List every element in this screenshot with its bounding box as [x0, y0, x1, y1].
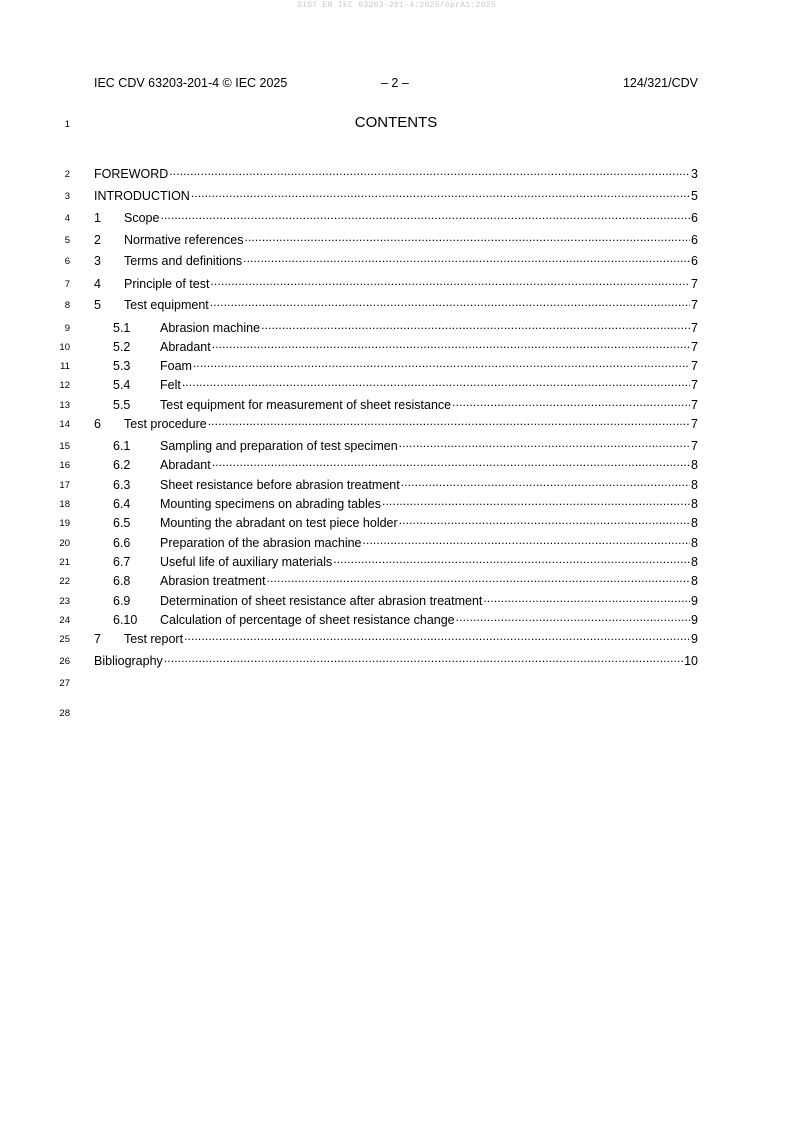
page-header — [94, 76, 698, 92]
toc-leader-dots — [363, 535, 691, 547]
toc-leader-dots — [208, 416, 690, 428]
toc-entry-number: 5.1 — [113, 321, 131, 335]
line-number: 19 — [59, 518, 70, 529]
line-number: 9 — [64, 323, 70, 334]
line-number: 7 — [64, 279, 70, 290]
toc-entry-title: INTRODUCTION — [94, 189, 190, 203]
line-number: 22 — [59, 576, 70, 587]
line-number: 8 — [64, 300, 70, 311]
line-number: 26 — [59, 656, 70, 667]
toc-leader-dots — [456, 612, 690, 624]
toc-entry-number: 2 — [94, 233, 101, 247]
line-number: 12 — [59, 380, 70, 391]
toc-entry[interactable] — [94, 377, 698, 393]
toc-leader-dots — [267, 573, 690, 585]
line-number: 5 — [64, 235, 70, 246]
toc-entry-page: 7 — [691, 378, 698, 392]
header-reference: 124/321/CDV — [622, 76, 698, 90]
toc-entry-number: 6.10 — [113, 613, 138, 627]
toc-entry-title: Abradant — [160, 340, 211, 354]
toc-leader-dots — [399, 515, 690, 527]
line-number: 27 — [59, 678, 70, 689]
toc-leader-dots — [382, 496, 690, 508]
toc-entry-page: 8 — [691, 516, 698, 530]
line-number: 14 — [59, 419, 70, 430]
toc-entry-page: 8 — [691, 574, 698, 588]
toc-entry-title: FOREWORD — [94, 167, 169, 181]
toc-entry-page: 6 — [691, 254, 698, 268]
toc-entry-title: Test equipment for measurement of sheet resistance — [160, 398, 452, 412]
line-number: 2 — [64, 169, 70, 180]
toc-entry-page: 7 — [691, 359, 698, 373]
toc-entry-title: Useful life of auxiliary materials — [160, 555, 333, 569]
toc-entry-page: 3 — [691, 167, 698, 181]
toc-entry[interactable] — [94, 496, 698, 512]
toc-entry-page: 8 — [691, 536, 698, 550]
toc-entry-page: 7 — [691, 417, 698, 431]
toc-entry-title: Sheet resistance before abrasion treatment — [160, 478, 400, 492]
toc-entry-number: 6.8 — [113, 574, 131, 588]
toc-leader-dots — [243, 253, 690, 265]
toc-entry[interactable] — [94, 188, 698, 204]
toc-entry[interactable] — [94, 166, 698, 182]
line-number: 1 — [64, 119, 70, 130]
toc-entry-number: 5.4 — [113, 378, 131, 392]
toc-entry[interactable] — [94, 416, 698, 432]
toc-entry[interactable] — [94, 339, 698, 355]
toc-leader-dots — [261, 320, 690, 332]
toc-entry-number: 6.9 — [113, 594, 131, 608]
toc-entry-page: 7 — [691, 398, 698, 412]
toc-leader-dots — [184, 631, 690, 643]
toc-entry-title: Test procedure — [124, 417, 207, 431]
line-number: 17 — [59, 480, 70, 491]
toc-entry[interactable] — [94, 554, 698, 570]
toc-entry-page: 7 — [691, 298, 698, 312]
toc-entry[interactable] — [94, 535, 698, 551]
toc-entry-title: Bibliography — [94, 654, 163, 668]
toc-entry-page: 8 — [691, 497, 698, 511]
toc-entry-page: 9 — [691, 594, 698, 608]
toc-entry[interactable] — [94, 653, 698, 669]
toc-entry-number: 5.2 — [113, 340, 131, 354]
toc-entry-title: Calculation of percentage of sheet resistance change — [160, 613, 455, 627]
toc-entry-number: 6.6 — [113, 536, 131, 550]
toc-entry-title: Test equipment — [124, 298, 209, 312]
toc-leader-dots — [182, 377, 690, 389]
toc-entry-title: Abradant — [160, 458, 211, 472]
line-number: 15 — [59, 441, 70, 452]
line-number: 28 — [59, 708, 70, 719]
toc-entry-page: 7 — [691, 340, 698, 354]
line-number: 20 — [59, 538, 70, 549]
toc-entry-page: 7 — [691, 321, 698, 335]
toc-entry-title: Terms and definitions — [124, 254, 243, 268]
line-number: 11 — [60, 361, 70, 372]
toc-entry[interactable] — [94, 397, 698, 413]
toc-leader-dots — [212, 457, 690, 469]
toc-entry-title: Principle of test — [124, 277, 210, 291]
toc-entry[interactable] — [94, 477, 698, 493]
toc-entry[interactable] — [94, 297, 698, 313]
line-number: 10 — [59, 342, 70, 353]
line-number: 6 — [64, 256, 70, 267]
header-document-id: IEC CDV 63203-201-4 © IEC 2025 — [94, 76, 288, 90]
toc-entry-page: 8 — [691, 478, 698, 492]
toc-entry-title: Felt — [160, 378, 181, 392]
toc-entry[interactable] — [94, 457, 698, 473]
toc-entry-number: 7 — [94, 632, 101, 646]
toc-leader-dots — [193, 358, 690, 370]
line-number: 4 — [64, 213, 70, 224]
toc-entry-number: 6.4 — [113, 497, 131, 511]
toc-entry-page: 8 — [691, 458, 698, 472]
toc-entry-page: 6 — [691, 233, 698, 247]
toc-entry[interactable] — [94, 593, 698, 609]
toc-entry-page: 5 — [691, 189, 698, 203]
toc-entry-page: 7 — [691, 439, 698, 453]
line-number: 13 — [59, 400, 70, 411]
toc-entry-number: 6.5 — [113, 516, 131, 530]
line-number: 18 — [59, 499, 70, 510]
toc-entry[interactable] — [94, 612, 698, 628]
toc-leader-dots — [210, 276, 690, 288]
toc-entry-title: Foam — [160, 359, 192, 373]
toc-leader-dots — [333, 554, 690, 566]
watermark: SIST EN IEC 63203-201-4:2025/oprA1:2025 — [297, 1, 496, 10]
toc-entry-page: 10 — [684, 654, 698, 668]
toc-entry[interactable] — [94, 438, 698, 454]
toc-entry-title: Sampling and preparation of test specimen — [160, 439, 398, 453]
toc-entry-title: Scope — [124, 211, 160, 225]
toc-entry-title: Preparation of the abrasion machine — [160, 536, 362, 550]
toc-leader-dots — [483, 593, 690, 605]
toc-entry-page: 7 — [691, 277, 698, 291]
toc-entry-number: 3 — [94, 254, 101, 268]
toc-entry-title: Test report — [124, 632, 184, 646]
toc-entry-number: 6.2 — [113, 458, 131, 472]
line-number: 3 — [64, 191, 70, 202]
toc-entry-title: Abrasion machine — [160, 321, 261, 335]
toc-entry-page: 6 — [691, 211, 698, 225]
toc-entry-title: Normative references — [124, 233, 244, 247]
toc-entry[interactable] — [94, 210, 698, 226]
toc-entry-number: 4 — [94, 277, 101, 291]
toc-entry-number: 6.1 — [113, 439, 131, 453]
toc-entry-number: 6 — [94, 417, 101, 431]
toc-entry-number: 5.3 — [113, 359, 131, 373]
toc-entry-title: Determination of sheet resistance after abrasion treatment — [160, 594, 483, 608]
toc-entry-number: 1 — [94, 211, 101, 225]
toc-leader-dots — [245, 232, 691, 244]
toc-entry[interactable] — [94, 232, 698, 248]
line-number: 25 — [59, 634, 70, 645]
toc-entry[interactable] — [94, 358, 698, 374]
toc-entry-title: Mounting specimens on abrading tables — [160, 497, 381, 511]
toc-leader-dots — [212, 339, 690, 351]
toc-entry-page: 8 — [691, 555, 698, 569]
toc-entry-title: Abrasion treatment — [160, 574, 266, 588]
toc-entry[interactable] — [94, 320, 698, 336]
toc-entry-page: 9 — [691, 632, 698, 646]
toc-leader-dots — [164, 653, 683, 665]
toc-entry[interactable] — [94, 631, 698, 647]
toc-leader-dots — [169, 166, 690, 178]
toc-leader-dots — [399, 438, 690, 450]
page-title: CONTENTS — [354, 114, 438, 131]
toc-entry[interactable] — [94, 573, 698, 589]
toc-entry-title: Mounting the abradant on test piece holder — [160, 516, 398, 530]
toc-leader-dots — [452, 397, 690, 409]
toc-entry-number: 6.7 — [113, 555, 131, 569]
toc-entry[interactable] — [94, 515, 698, 531]
header-page-number: – 2 – — [381, 76, 409, 90]
toc-leader-dots — [160, 210, 690, 222]
line-number: 16 — [59, 460, 70, 471]
line-number: 24 — [59, 615, 70, 626]
toc-entry-number: 5 — [94, 298, 101, 312]
toc-leader-dots — [401, 477, 690, 489]
toc-entry-page: 9 — [691, 613, 698, 627]
toc-entry[interactable] — [94, 253, 698, 269]
toc-entry-number: 5.5 — [113, 398, 131, 412]
toc-leader-dots — [210, 297, 690, 309]
line-number: 21 — [59, 557, 70, 568]
toc-leader-dots — [191, 188, 690, 200]
line-number: 23 — [59, 596, 70, 607]
toc-entry[interactable] — [94, 276, 698, 292]
toc-entry-number: 6.3 — [113, 478, 131, 492]
